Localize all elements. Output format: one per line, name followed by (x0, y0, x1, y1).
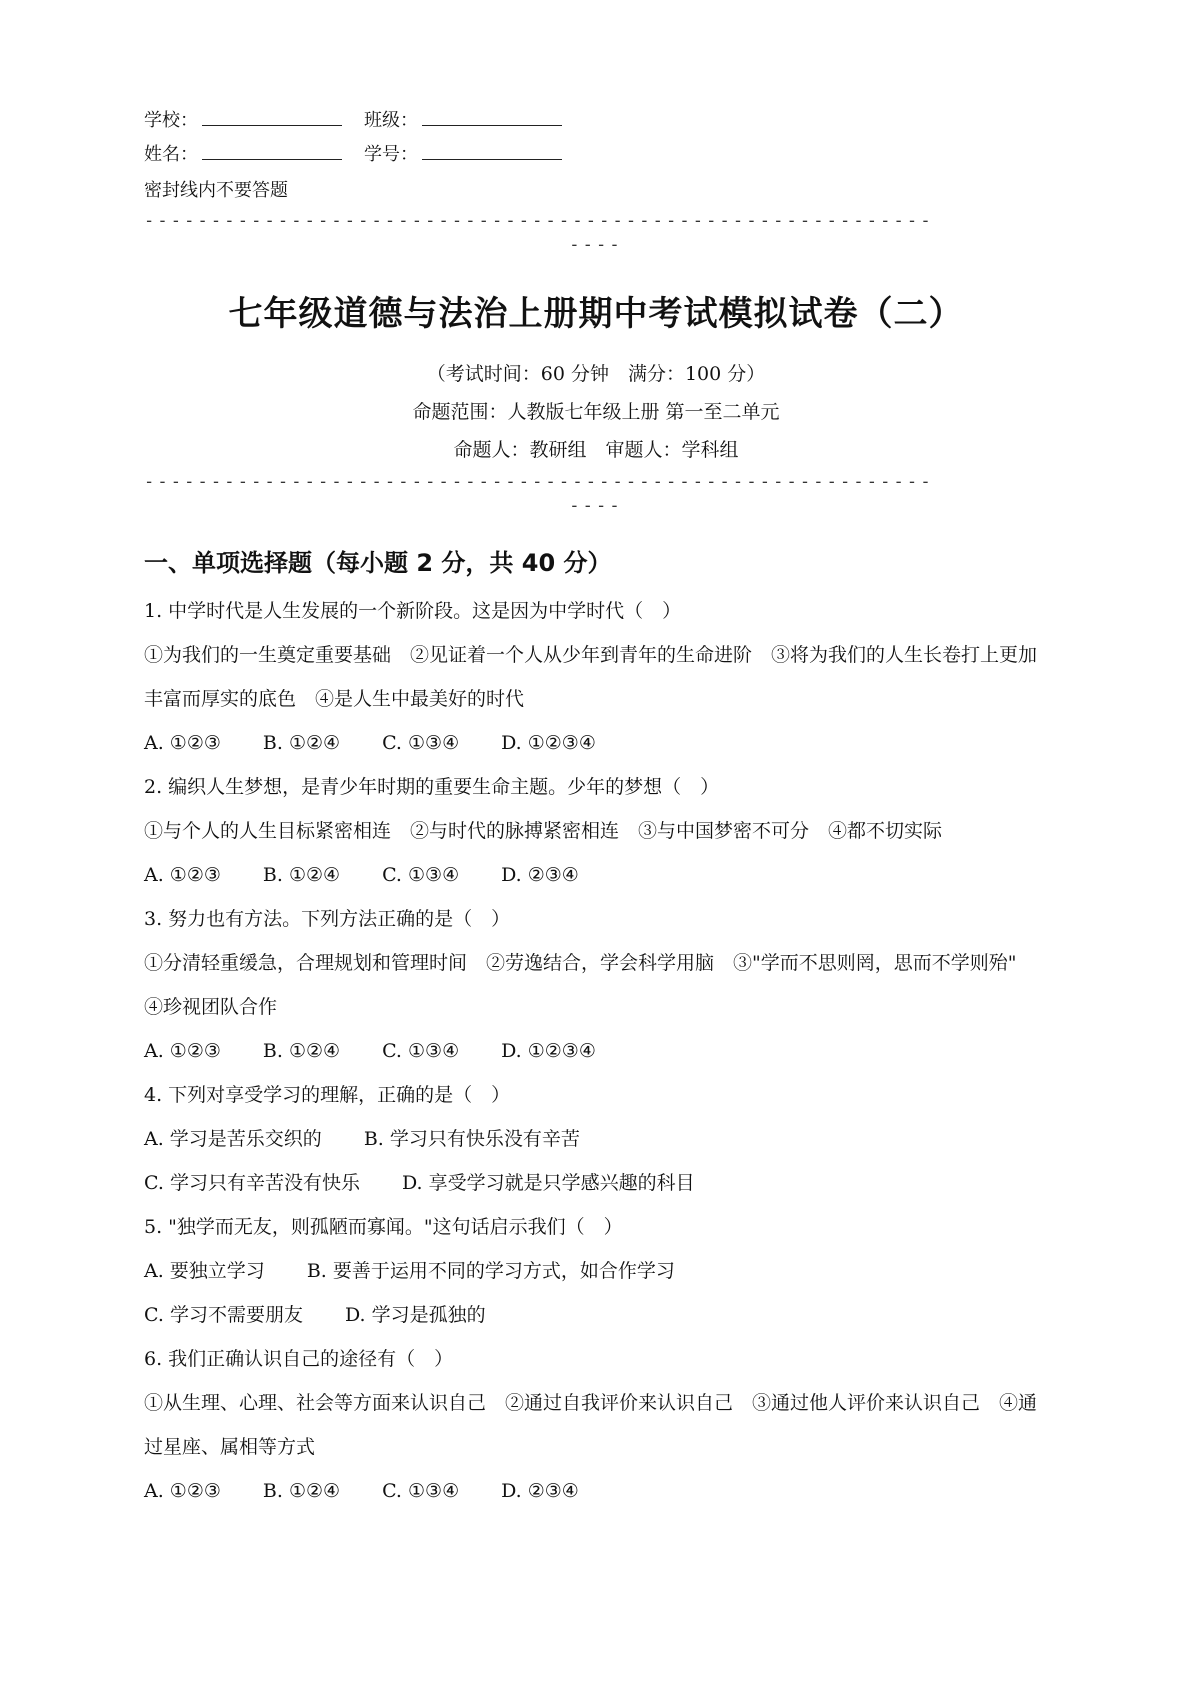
seal-line-note: 密封线内不要答题 (144, 180, 288, 201)
info-row-name-number (144, 140, 1048, 174)
option-a[interactable]: A. 要独立学习 (144, 1260, 265, 1282)
option-a[interactable]: A. ①②③ (144, 864, 221, 886)
options-row (144, 1293, 1048, 1337)
exam-scope: 命题范围：人教版七年级上册 第一至二单元 (412, 401, 780, 423)
exam-time-score: （考试时间：60 分钟 满分：100 分） (426, 363, 766, 385)
exam-title: 七年级道德与法治上册期中考试模拟试卷（二） (228, 294, 964, 334)
option-b[interactable]: B. ①②④ (262, 1480, 341, 1502)
option-c[interactable]: C. ①③④ (382, 1040, 460, 1062)
option-b[interactable]: B. ①②④ (262, 864, 341, 886)
option-c[interactable]: C. ①③④ (382, 1480, 460, 1502)
section-1-title: 一、单项选择题（每小题 2 分，共 40 分） (144, 549, 612, 577)
exam-page (144, 106, 1048, 1513)
question-statement: ①分清轻重缓急，合理规划和管理时间 ②劳逸结合，学会科学用脑 ③"学而不思则罔，思而不学则殆" ④珍视团队合作 (144, 952, 1036, 1018)
question-5 (144, 1205, 1048, 1337)
question-stem: 4. 下列对享受学习的理解，正确的是（ ） (144, 1084, 511, 1106)
option-a[interactable]: A. ①②③ (144, 732, 221, 754)
option-d[interactable]: D. ②③④ (501, 864, 579, 886)
option-c[interactable]: C. 学习只有辛苦没有快乐 (144, 1172, 360, 1194)
option-d[interactable]: D. 享受学习就是只学感兴趣的科目 (401, 1172, 695, 1194)
option-d[interactable]: D. 学习是孤独的 (344, 1304, 486, 1326)
question-6 (144, 1337, 1048, 1513)
name-field (144, 140, 364, 166)
seal-dash-tail: ---- (569, 235, 623, 255)
question-statement: ①从生理、心理、社会等方面来认识自己 ②通过自我评价来认识自己 ③通过他人评价来认识自己 ④通过星座、属相等方式 (144, 1392, 1038, 1458)
info-row-school-class (144, 106, 1048, 140)
question-1 (144, 589, 1048, 765)
student-number-blank[interactable] (422, 145, 562, 160)
class-blank[interactable] (422, 111, 562, 126)
header-dash-tail: ---- (569, 496, 623, 516)
options-row (144, 1161, 1048, 1205)
options-row (144, 1117, 1048, 1161)
class-field (364, 106, 584, 132)
option-a[interactable]: A. ①②③ (144, 1480, 221, 1502)
options-row (144, 1469, 1048, 1513)
header-dash-line: ----------------------------------------------------------- (144, 472, 934, 492)
question-4 (144, 1073, 1048, 1205)
option-d[interactable]: D. ①②③④ (501, 732, 596, 754)
school-field (144, 106, 364, 132)
option-c[interactable]: C. ①③④ (382, 732, 460, 754)
student-number-field (364, 140, 584, 166)
exam-authors: 命题人：教研组 审题人：学科组 (453, 439, 739, 461)
question-stem: 2. 编织人生梦想，是青少年时期的重要生命主题。少年的梦想（ ） (144, 776, 720, 798)
option-b[interactable]: B. ①②④ (262, 732, 341, 754)
option-c[interactable]: C. ①③④ (382, 864, 460, 886)
options-row (144, 721, 1048, 765)
question-statement: ①为我们的一生奠定重要基础 ②见证着一个人从少年到青年的生命进阶 ③将为我们的人生长卷打上更加丰富而厚实的底色 ④是人生中最美好的时代 (144, 644, 1038, 710)
student-number-label: 学号： (364, 144, 418, 165)
seal-dash-line: ----------------------------------------------------------- (144, 211, 934, 231)
class-label: 班级： (364, 110, 418, 131)
question-stem: 5. "独学而无友，则孤陋而寡闻。"这句话启示我们（ ） (144, 1216, 623, 1238)
option-d[interactable]: D. ②③④ (501, 1480, 579, 1502)
options-row (144, 1249, 1048, 1293)
question-3 (144, 897, 1048, 1073)
question-stem: 3. 努力也有方法。下列方法正确的是（ ） (144, 908, 511, 930)
option-b[interactable]: B. 要善于运用不同的学习方式，如合作学习 (306, 1260, 675, 1282)
question-2 (144, 765, 1048, 897)
option-c[interactable]: C. 学习不需要朋友 (144, 1304, 303, 1326)
option-a[interactable]: A. ①②③ (144, 1040, 221, 1062)
question-stem: 6. 我们正确认识自己的途径有（ ） (144, 1348, 454, 1370)
options-row (144, 1029, 1048, 1073)
option-d[interactable]: D. ①②③④ (501, 1040, 596, 1062)
option-b[interactable]: B. ①②④ (262, 1040, 341, 1062)
name-label: 姓名： (144, 144, 198, 165)
option-b[interactable]: B. 学习只有快乐没有辛苦 (363, 1128, 580, 1150)
question-statement: ①与个人的人生目标紧密相连 ②与时代的脉搏紧密相连 ③与中国梦密不可分 ④都不切实际 (144, 820, 943, 842)
options-row (144, 853, 1048, 897)
question-stem: 1. 中学时代是人生发展的一个新阶段。这是因为中学时代（ ） (144, 600, 682, 622)
school-blank[interactable] (202, 111, 342, 126)
school-label: 学校： (144, 110, 198, 131)
name-blank[interactable] (202, 145, 342, 160)
option-a[interactable]: A. 学习是苦乐交织的 (144, 1128, 322, 1150)
